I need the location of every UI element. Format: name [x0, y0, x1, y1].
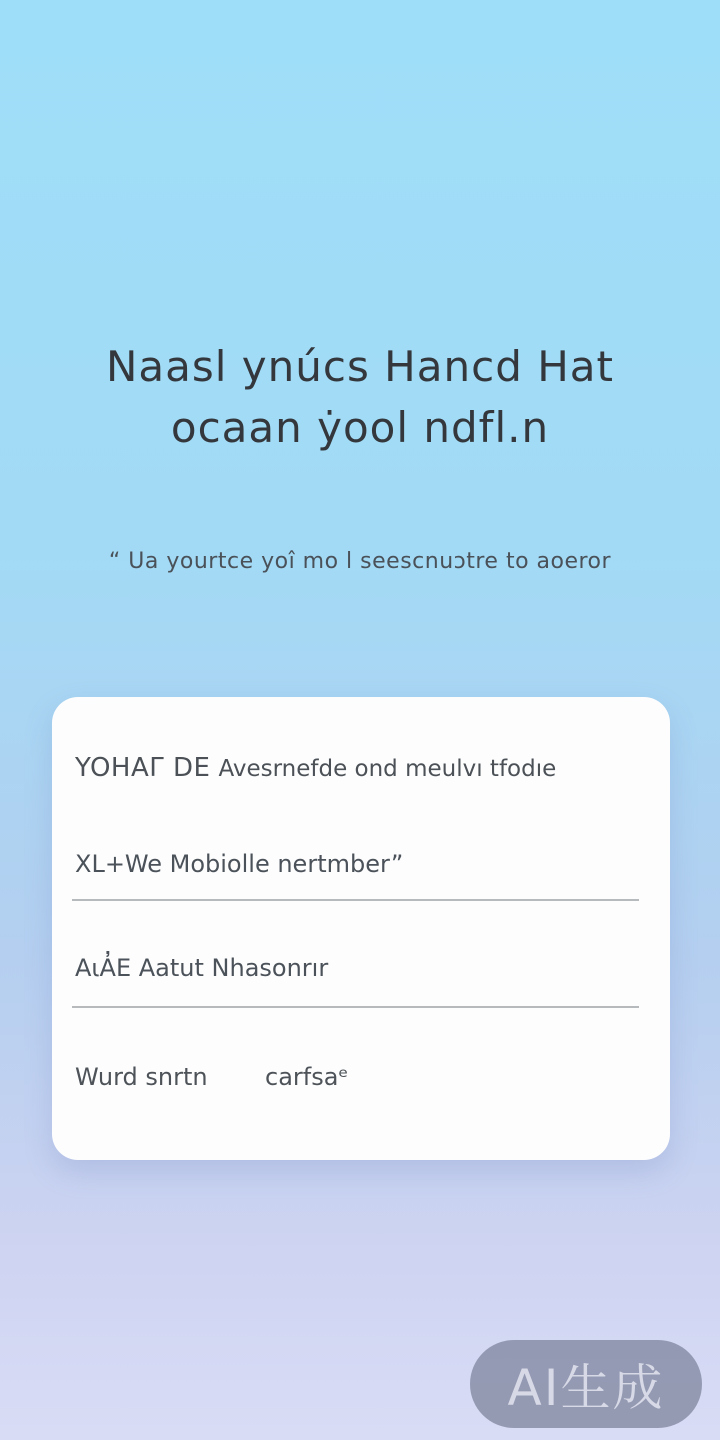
field-underline [72, 899, 639, 901]
footer-right-link[interactable]: carfsaᵉ [265, 1063, 349, 1091]
mobile-number-field-label: XL+We Mobiolle nertmber” [75, 850, 404, 878]
ai-generated-watermark [470, 1340, 702, 1428]
card-header-label [75, 753, 556, 783]
card-header-rest: Avesrnefde ond meulvı tfodıe [218, 756, 557, 782]
page-subtitle: “ Ua yourtce yoî mo l seescnuɔtre to aoeror [108, 549, 612, 574]
card-header-prefix: YOHAΓ DE [75, 753, 211, 783]
page-title-line1: Naasl ynúcs Hancd Hat [105, 342, 615, 391]
form-card [52, 697, 670, 1160]
footer-left-link[interactable]: Wurd snrtn [75, 1063, 208, 1091]
card-footer [75, 1063, 693, 1091]
page-title-line2: ocaan ẏool ndfl.n [170, 403, 550, 452]
page-title [0, 336, 720, 458]
account-field-label: AιA̓E Aatut Nhasonrır [75, 954, 329, 982]
ai-generated-watermark-label: AI生成 [507, 1359, 665, 1417]
field-underline [72, 1006, 639, 1008]
